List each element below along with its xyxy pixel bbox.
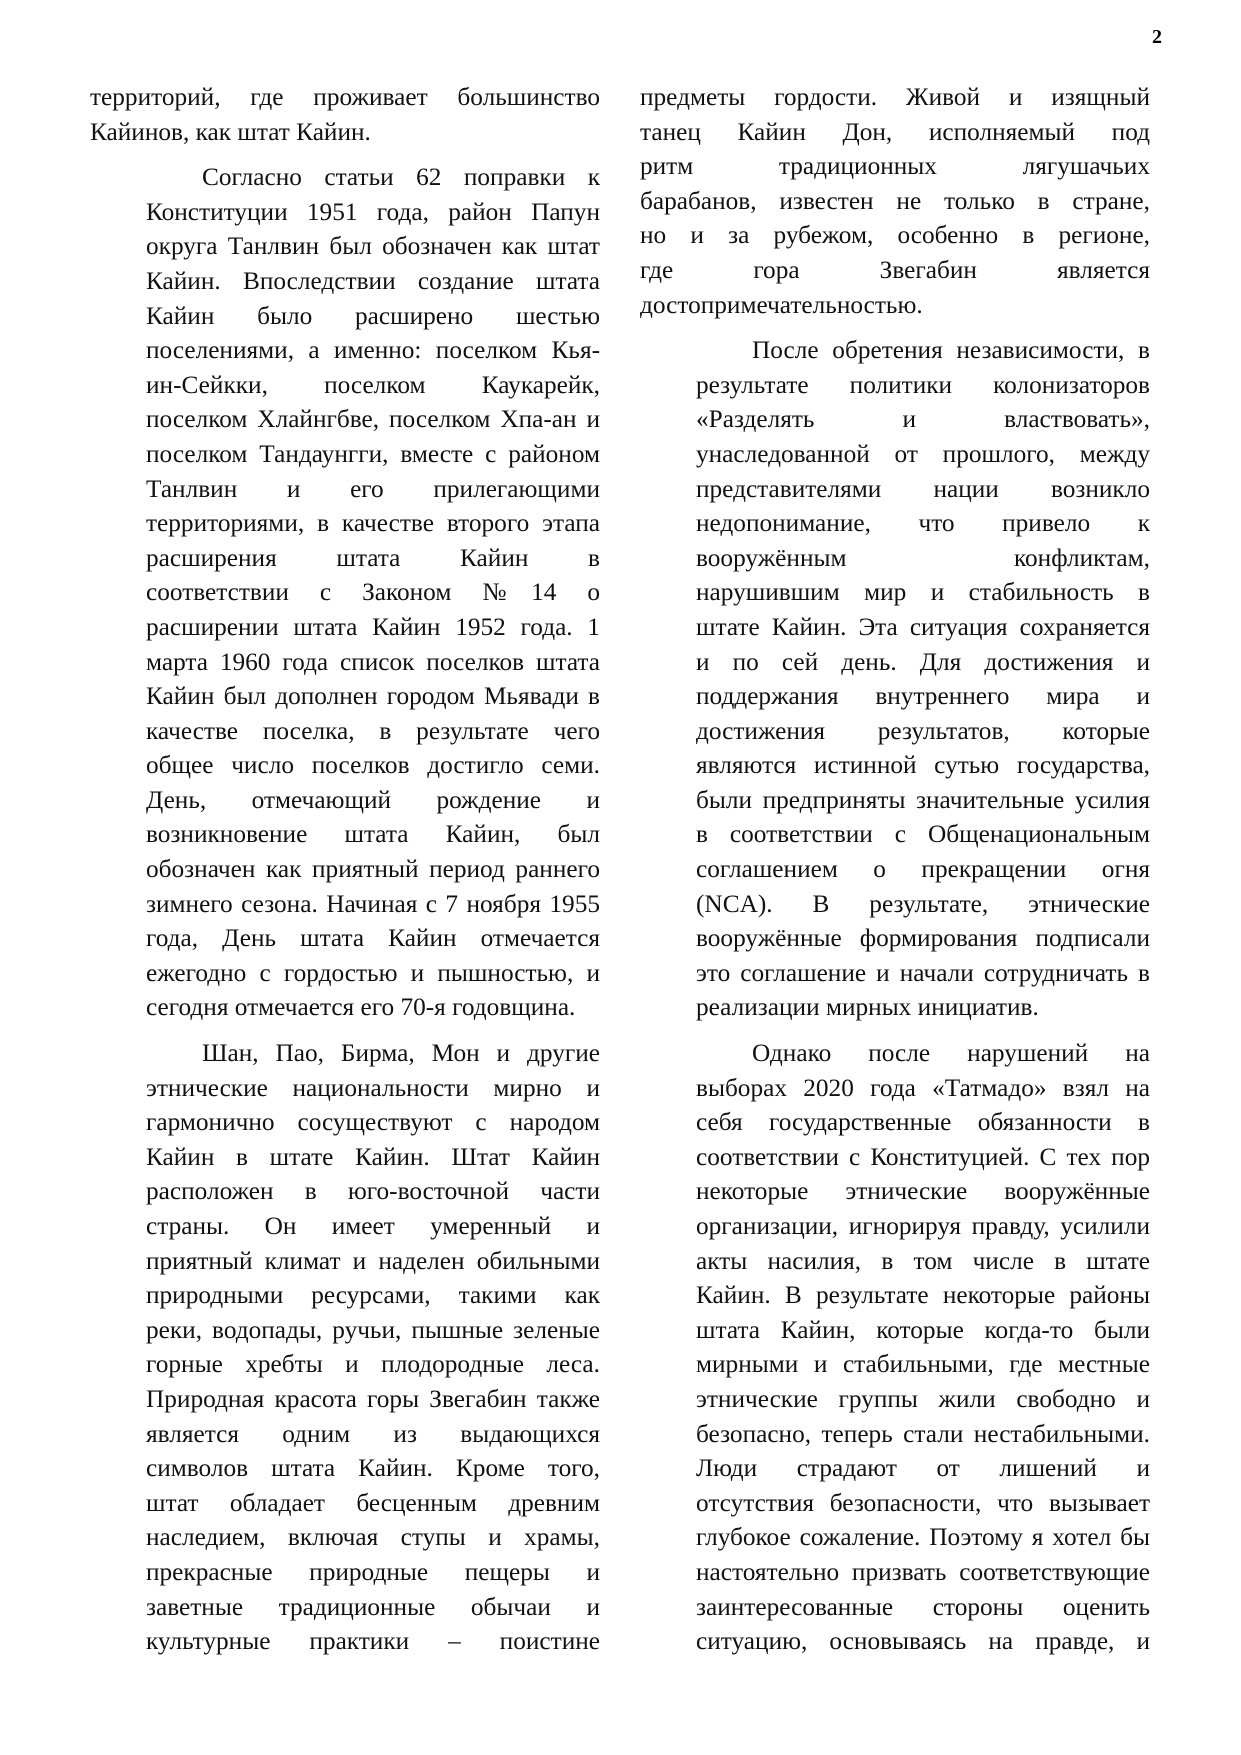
text-line: расположен в юго-восточной части (146, 1177, 600, 1206)
text-line: акты насилия, в том числе в штате (696, 1246, 1150, 1275)
text-line: глубокое сожаление. Поэтому я хотел бы (696, 1523, 1150, 1552)
paragraph (640, 1036, 1150, 1659)
text-line: поселком Хлайнгбве, поселком Хпа-ан и (146, 405, 600, 434)
text-line: достижения результатов, которые (696, 716, 1150, 745)
text-line: поселком Тандаунгги, вместе с районом (146, 439, 600, 468)
text-line: Конституции 1951 года, район Папун (146, 197, 600, 226)
text-line: является одним из выдающихся (146, 1419, 600, 1448)
text-line: себя государственные обязанности в (696, 1108, 1150, 1137)
text-line: соглашением о прекращении огня (696, 855, 1150, 884)
left-column (90, 80, 600, 1670)
text-line: этнические группы жили свободно и (696, 1384, 1150, 1413)
text-line: Кайин. В результате некоторые районы (696, 1281, 1150, 1310)
text-line: Природная красота горы Звегабин также (146, 1384, 600, 1413)
text-line: некоторые этнические вооружённые (696, 1177, 1150, 1206)
paragraph (90, 1036, 600, 1659)
text-line: представителями нации возникло (696, 474, 1150, 503)
text-line: в соответствии с Общенациональным (696, 820, 1150, 849)
text-line: этнические национальности мирно и (146, 1073, 600, 1102)
text-line: поселениями, а именно: поселком Кья- (146, 336, 600, 365)
text-line: Шан, Пао, Бирма, Мон и другие (202, 1039, 600, 1068)
text-line: Кайин. Впоследствии создание штата (146, 266, 600, 295)
text-line: это соглашение и начали сотрудничать в (696, 958, 1150, 987)
text-line: штат обладает бесценным древним (146, 1488, 600, 1517)
text-line: унаследованной от прошлого, между (696, 439, 1150, 468)
text-line: культурные практики – поистине (146, 1627, 600, 1656)
text-line: наследием, включая ступы и храмы, (146, 1523, 600, 1552)
text-line: были предприняты значительные усилия (696, 785, 1150, 814)
text-line: Танлвин и его прилегающими (146, 474, 600, 503)
text-line: ин-Сейкки, поселком Каукарейк, (146, 370, 600, 399)
text-line: округа Танлвин был обозначен как штат (146, 232, 600, 261)
text-line: мирными и стабильными, где местные (696, 1350, 1150, 1379)
text-line: «Разделять и властвовать», (696, 405, 1150, 434)
text-line: ситуацию, основываясь на правде, и (696, 1627, 1150, 1656)
text-line: достопримечательностью. (640, 290, 923, 319)
text-line: природными ресурсами, такими как (146, 1281, 600, 1310)
text-line: ежегодно с гордостью и пышностью, и (146, 958, 600, 987)
paragraph (640, 80, 1150, 322)
text-line: Кайинов, как штат Кайин. (90, 117, 371, 146)
text-line: сегодня отмечается его 70-я годовщина. (146, 993, 576, 1022)
text-line: где гора Звегабин является (640, 255, 1150, 284)
text-line: заинтересованные стороны оценить (696, 1592, 1150, 1621)
page-number: 2 (1152, 26, 1162, 48)
text-line: выборах 2020 года «Татмадо» взял на (696, 1073, 1150, 1102)
text-line: реки, водопады, ручьи, пышные зеленые (146, 1315, 600, 1344)
text-line: марта 1960 года список поселков штата (146, 647, 600, 676)
text-line: возникновение штата Кайин, был (146, 820, 600, 849)
text-line: приятный климат и наделен обильными (146, 1246, 600, 1275)
text-line: (NCA). В результате, этнические (696, 889, 1150, 918)
text-line: страны. Он имеет умеренный и (146, 1212, 600, 1240)
text-line: заветные традиционные обычаи и (146, 1592, 600, 1621)
text-line: зимнего сезона. Начиная с 7 ноября 1955 (146, 889, 600, 918)
text-line: поддержания внутреннего мира и (696, 682, 1150, 711)
text-line: расширения штата Кайин в (146, 543, 600, 572)
text-line: вооружённым конфликтам, (696, 543, 1150, 572)
text-line: территориями, в качестве второго этапа (146, 509, 600, 538)
text-line: результате политики колонизаторов (696, 370, 1150, 399)
text-line: ритм традиционных лягушачьих (640, 152, 1150, 181)
text-line: Кайин был дополнен городом Мьявади в (146, 682, 600, 711)
text-line: После обретения независимости, в (752, 336, 1150, 365)
text-line: но и за рубежом, особенно в регионе, (640, 221, 1150, 250)
text-line: Согласно статьи 62 поправки к (202, 163, 600, 192)
text-line: Кайин было расширено шестью (146, 301, 600, 330)
text-line: и по сей день. Для достижения и (696, 647, 1150, 676)
text-line: Кайин в штате Кайин. Штат Кайин (146, 1142, 600, 1171)
text-line: гармонично сосуществуют с народом (146, 1108, 600, 1137)
text-line: штата Кайин, которые когда-то были (696, 1315, 1150, 1344)
right-column (640, 80, 1150, 1670)
text-line: штате Кайин. Эта ситуация сохраняется (696, 612, 1150, 641)
text-line: качестве поселка, в результате чего (146, 716, 600, 745)
text-line: День, отмечающий рождение и (146, 785, 600, 814)
text-line: территорий, где проживает большинство (90, 83, 600, 111)
text-line: соответствии с Законом №14 о (146, 578, 600, 607)
text-line: Однако после нарушений на (752, 1039, 1150, 1068)
text-line: соответствии с Конституцией. С тех пор (696, 1142, 1150, 1171)
text-line: предметы гордости. Живой и изящный (640, 83, 1150, 111)
text-line: барабанов, известен не только в стране, (640, 186, 1150, 215)
paragraph (640, 333, 1150, 1025)
text-line: настоятельно призвать соответствующие (696, 1557, 1150, 1586)
text-line: символов штата Кайин. Кроме того, (146, 1454, 600, 1483)
text-line: организации, игнорируя правду, усилили (696, 1212, 1150, 1240)
text-line: танец Кайин Дон, исполняемый под (640, 117, 1150, 146)
text-line: реализации мирных инициатив. (696, 993, 1039, 1022)
text-line: горные хребты и плодородные леса. (146, 1350, 600, 1379)
paragraph (90, 160, 600, 1025)
text-line: отсутствия безопасности, что вызывает (696, 1488, 1150, 1517)
text-line: года, День штата Кайин отмечается (146, 924, 600, 953)
text-line: прекрасные природные пещеры и (146, 1557, 600, 1586)
text-line: нарушившим мир и стабильность в (696, 578, 1150, 607)
paragraph (90, 80, 600, 149)
text-line: Люди страдают от лишений и (696, 1454, 1150, 1483)
text-line: безопасно, теперь стали нестабильными. (696, 1419, 1150, 1448)
text-line: являются истинной сутью государства, (696, 751, 1150, 780)
text-line: недопонимание, что привело к (696, 509, 1150, 538)
text-line: обозначен как приятный период раннего (146, 855, 600, 884)
text-line: расширении штата Кайин 1952 года. 1 (146, 612, 600, 641)
text-line: вооружённые формирования подписали (696, 924, 1150, 953)
text-line: общее число поселков достигло семи. (146, 751, 600, 780)
